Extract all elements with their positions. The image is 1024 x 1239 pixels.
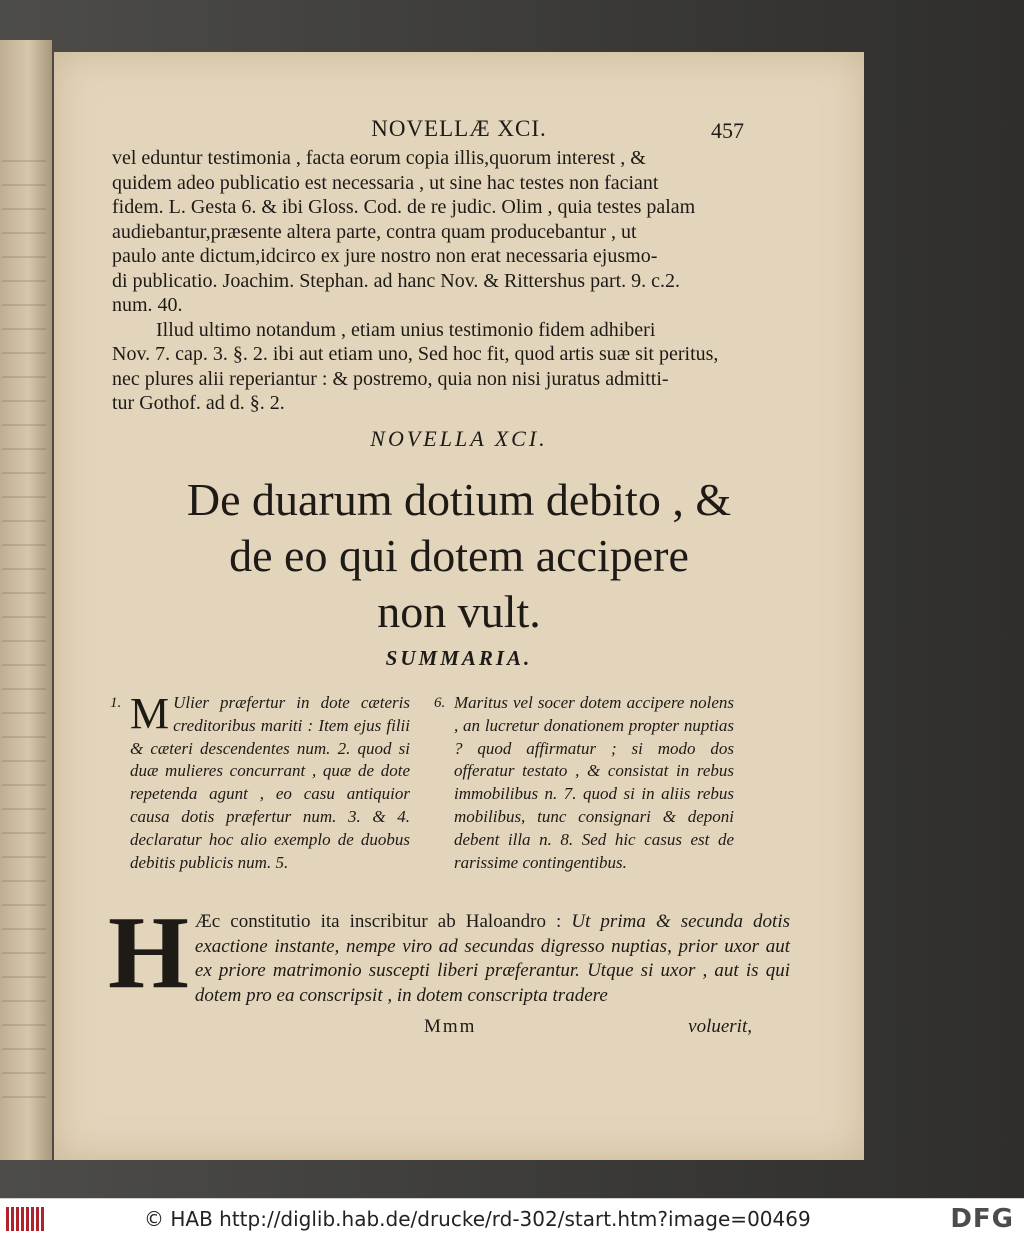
text-line: tur Gothof. ad d. §. 2. [112,392,285,414]
summaria-heading: SUMMARIA. [385,646,533,670]
left-page-text-bleed [2,160,46,1100]
summaria-text-content: Ulier præfertur in dote cæteris creditoribus mariti : Item ejus filii & cæteri descendentes num. 2. quod si duæ mulieres concurrant , quæ de dote repetenda agunt , eo casu antiquior causa dotis præfertur num. 3. & 4. declaratur hoc alio exemplo de duobus debitis publicis num. 5. [130,693,410,872]
summaria-right-column [434,692,734,874]
summaria-number: 6. [434,695,446,711]
text-line: fidem. L. Gesta 6. & ibi Gloss. Cod. de re judic. Olim , quia testes palam [112,196,696,218]
body-text-roman: Æc constitutio ita inscribitur ab Haloandro : [194,911,572,932]
summaria-item [434,692,734,874]
chapter-title: De duarum dotium debito , & de eo qui dotem accipere non vult. [186,474,732,637]
text-line: nec plures alii reperiantur : & postremo, quia non nisi juratus admitti- [112,367,669,390]
text-line: Illud ultimo notandum , etiam unius testimonio fidem adhiberi [156,318,656,341]
summaria-text-content: Maritus vel socer dotem accipere nolens , an lucretur donationem propter nuptias ? quod affirmatur ; si modo dos offeratur testato , & consistat in rebus immobilibus n. 7. quod si in aliis rebus mobilibus, tunc consignari & deponi debent illa n. 8. Sed hic casus est de rarissime contingentibus. [454,693,734,872]
previous-novella-text [112,146,788,416]
text-line: num. 40. [112,294,183,316]
body-text-italic: Ut prima & secunda dotis exactione instante, nempe viro ad secundas digresso nuptias, prior uxor aut ex priore matrimonio suscepti liberi præferantur. Utque si uxor , aut is qui dotem pro ea conscripsit , in dotem conscripta tradere [194,911,790,1006]
chapter-heading: NOVELLA XCI. [370,426,548,451]
drop-capital-m: M [130,689,170,738]
signature-mark: Mmm [424,1016,477,1037]
summaria-text [130,689,410,874]
text-line: audiebantur,præsente altera parte, contra quam producebantur , ut [112,220,637,243]
text-line: paulo ante dictum,idcirco ex jure nostro non erat necessaria ejusmo- [112,245,658,267]
page-number: 457 [711,118,744,143]
summaria-number: 1. [110,695,122,711]
catchword: voluerit, [688,1016,752,1037]
text-line: di publicatio. Joachim. Stephan. ad hanc Nov. & Rittershus part. 9. c.2. [112,269,681,292]
viewer-footer [0,1198,1024,1239]
book-page [54,52,864,1160]
text-line: quidem adeo publicatio est necessaria , ut sine hac testes non faciant [112,171,659,194]
summaria-left-column [110,689,410,874]
running-head: NOVELLÆ XCI. [371,116,547,141]
drop-capital-h: H [108,895,189,1010]
text-line: Nov. 7. cap. 3. §. 2. ibi aut etiam uno, Sed hoc fit, quod artis suæ sit peritus, [112,343,719,365]
copyright-url[interactable]: © HAB http://diglib.hab.de/drucke/rd-302/start.htm?image=00469 [144,1207,811,1231]
dfg-logo: DFG [950,1204,1014,1234]
text-line: vel eduntur testimonia , facta eorum copia illis,quorum interest , & [112,147,646,169]
novella-body-text [108,895,790,1010]
hab-logo-icon [6,1207,46,1231]
page-foot [112,1016,788,1040]
summaria-item [110,689,410,874]
left-page-edge [0,40,52,1160]
